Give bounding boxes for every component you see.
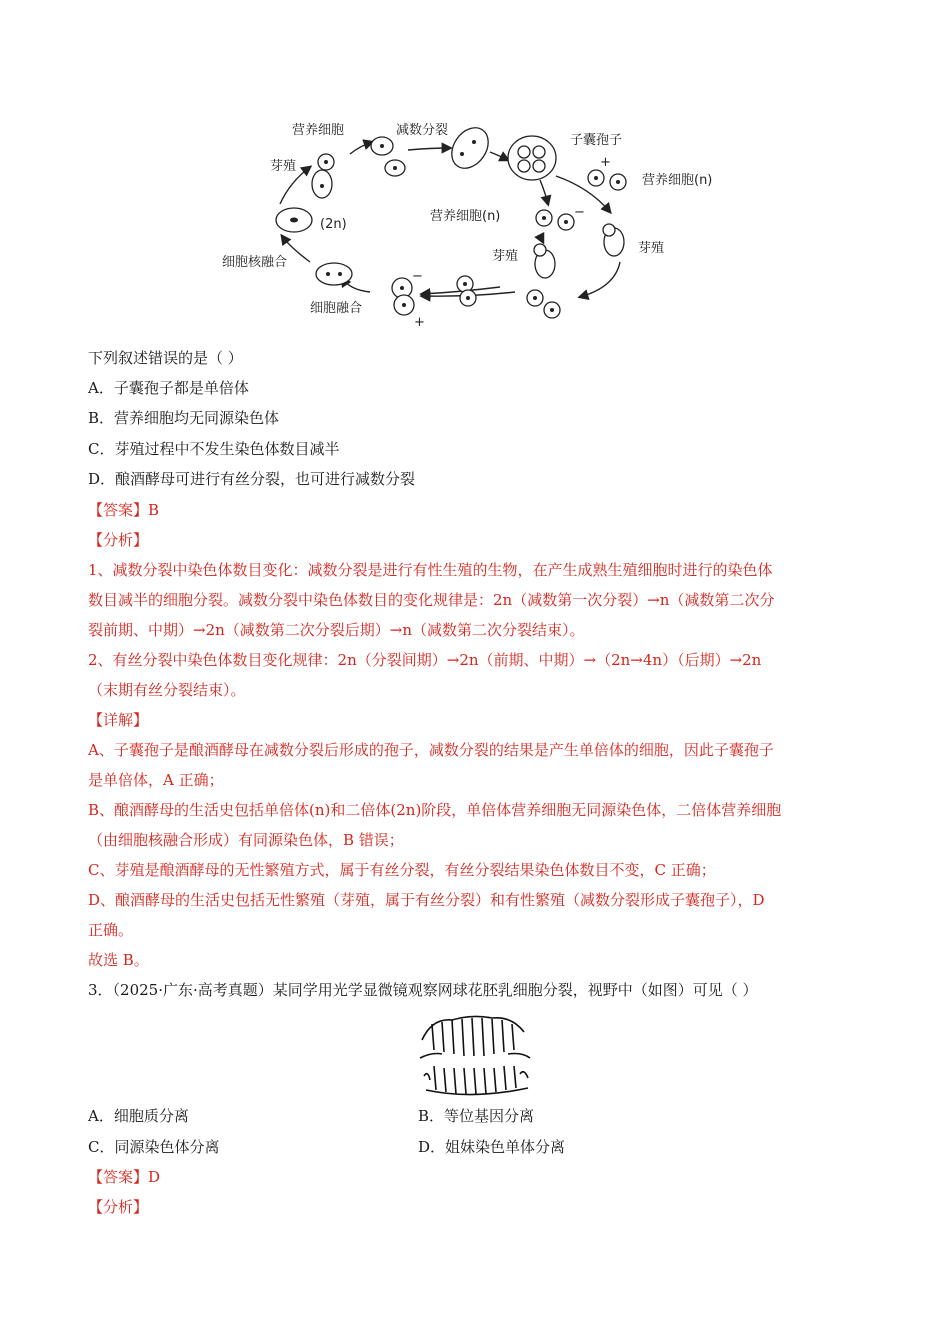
detail-text: 正确。	[88, 921, 134, 939]
analysis-text: 2、有丝分裂中染色体数目变化规律：2n（分裂间期）→2n（前期、中期）→（2n→4n）（后期）→2n	[88, 651, 762, 669]
detail-text: 是单倍体，A 正确；	[88, 771, 224, 789]
label-yaazhi-left: 芽殖	[270, 159, 297, 174]
label-yingyang-n-right: 营养细胞(n)	[642, 173, 713, 188]
detail-heading: 【详解】	[88, 711, 149, 729]
label-minus-mid: −	[574, 205, 585, 220]
detail-text: D、酿酒酵母的生活史包括无性繁殖（芽殖，属于有丝分裂）和有性繁殖（减数分裂形成子囊孢子），D	[88, 891, 765, 909]
analysis-text: 数目减半的细胞分裂。减数分裂中染色体数目的变化规律是：2n（减数第一次分裂）→n（减数第二次分	[88, 591, 775, 609]
analysis-text: 1、减数分裂中染色体数目变化：减数分裂是进行有性生殖的生物，在产生成熟生殖细胞时进行的染色体	[88, 561, 773, 579]
option-a: A．子囊孢子都是单倍体	[88, 379, 249, 397]
option-d: D．酿酒酵母可进行有丝分裂，也可进行减数分裂	[88, 470, 416, 488]
q3-analysis-heading: 【分析】	[88, 1198, 149, 1216]
analysis-heading: 【分析】	[88, 531, 149, 549]
q3-option-c: C．同源染色体分离	[88, 1138, 220, 1156]
q3-option-a: A．细胞质分离	[88, 1107, 189, 1125]
label-2n: (2n)	[320, 217, 347, 232]
analysis-text: 裂前期、中期）→2n（减数第二次分裂后期）→n（减数第二次分裂结束）。	[88, 621, 585, 639]
label-jianshu: 减数分裂	[396, 123, 449, 138]
label-yaazhi-right: 芽殖	[638, 241, 665, 256]
option-b: B．营养细胞均无同源染色体	[88, 409, 280, 427]
question-stem: 下列叙述错误的是（ ）	[88, 349, 243, 367]
analysis-text: （末期有丝分裂结束）。	[88, 681, 246, 699]
label-yaazhi-mid: 芽殖	[492, 249, 519, 264]
yeast-life-cycle-diagram	[210, 112, 750, 334]
q3-answer-label: 【答案】D	[88, 1168, 161, 1186]
conclusion-text: 故选 B。	[88, 951, 149, 969]
label-xibao: 细胞融合	[310, 301, 363, 316]
label-zinang: 子囊孢子	[570, 133, 623, 148]
label-plus-top: +	[600, 155, 611, 170]
detail-text: （由细胞核融合形成）有同源染色体，B 错误；	[88, 831, 404, 849]
label-hexi: 细胞核融合	[222, 255, 288, 270]
label-plus-bottom: +	[414, 315, 425, 330]
q3-option-b: B．等位基因分离	[418, 1107, 535, 1125]
question-3-stem: 3．（2025·广东·高考真题）某同学用光学显微镜观察网球花胚乳细胞分裂，视野中（如图）可见（ ）	[88, 981, 758, 999]
q3-option-d: D．姐妹染色单体分离	[418, 1138, 566, 1156]
detail-text: A、子囊孢子是酿酒酵母在减数分裂后形成的孢子，减数分裂的结果是产生单倍体的细胞，因此子囊孢子	[88, 741, 774, 759]
detail-text: B、酿酒酵母的生活史包括单倍体(n)和二倍体(2n)阶段，单倍体营养细胞无同源染色体，二倍体营养细胞	[88, 801, 782, 819]
answer-label: 【答案】B	[88, 501, 160, 519]
label-yingyang-n-mid: 营养细胞(n)	[430, 209, 501, 224]
cell-division-micrograph	[412, 1010, 542, 1098]
detail-text: C、芽殖是酿酒酵母的无性繁殖方式，属于有丝分裂，有丝分裂结果染色体数目不变，C 正确；	[88, 861, 716, 879]
label-minus-bottom: −	[412, 269, 423, 284]
option-c: C．芽殖过程中不发生染色体数目减半	[88, 440, 340, 458]
label-yingyang: 营养细胞	[292, 123, 345, 138]
